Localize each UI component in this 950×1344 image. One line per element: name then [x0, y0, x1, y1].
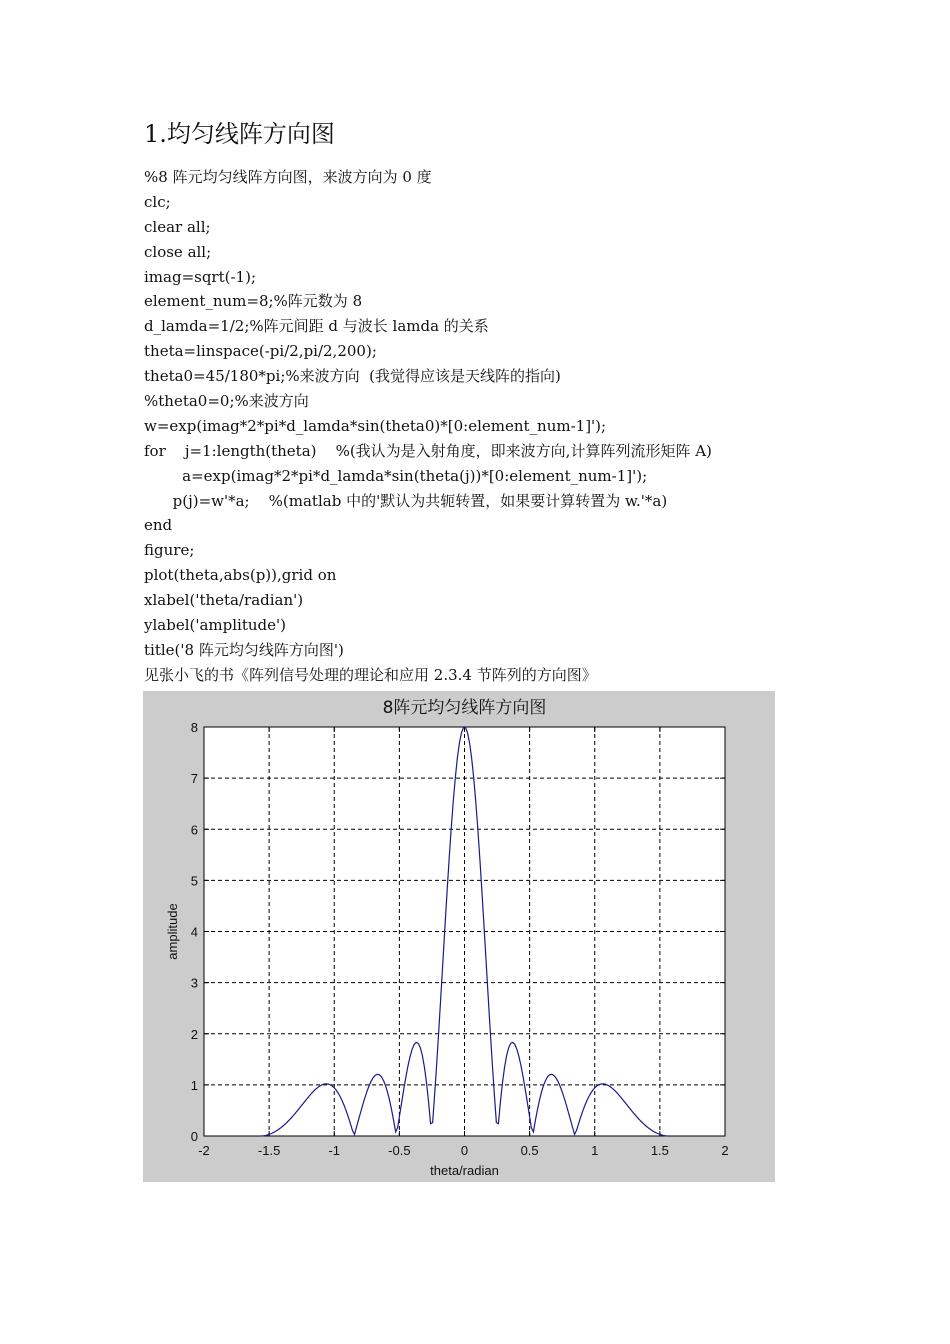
section-heading: 1.均匀线阵方向图 — [144, 120, 335, 148]
x-tick-label: -2 — [198, 1143, 210, 1158]
x-tick-label: 1 — [591, 1143, 599, 1158]
code-line: 见张小飞的书《阵列信号处理的理论和应用 2.3.4 节阵列的方向图》 — [144, 665, 597, 684]
x-tick-label: -1.5 — [257, 1143, 281, 1158]
code-line: figure; — [144, 541, 195, 560]
code-line: d_lamda=1/2;%阵元间距 d 与波长 lamda 的关系 — [144, 317, 489, 336]
x-tick-label: -1 — [328, 1143, 341, 1158]
y-tick-label: 0 — [190, 1129, 198, 1144]
x-tick-label: -0.5 — [388, 1143, 411, 1158]
x-axis-label: theta/radian — [430, 1163, 499, 1178]
code-line: %8 阵元均匀线阵方向图，来波方向为 0 度 — [144, 168, 432, 186]
code-line: theta=linspace(-pi/2,pi/2,200); — [144, 342, 377, 361]
y-tick-label: 2 — [190, 1026, 198, 1042]
x-tick-label: 0.5 — [520, 1143, 539, 1158]
code-line: p(j)=w'*a; %(matlab 中的'默认为共轭转置，如果要计算转置为 w.'*a) — [144, 491, 668, 510]
code-line: clear all; — [144, 217, 211, 236]
figure — [143, 691, 775, 1182]
code-line: %theta0=0;%来波方向 — [144, 392, 309, 411]
x-tick-label: 0 — [460, 1143, 469, 1158]
code-line: xlabel('theta/radian') — [144, 591, 304, 610]
code-line: element_num=8;%阵元数为 8 — [144, 292, 363, 311]
code-listing — [144, 165, 924, 688]
y-tick-label: 5 — [190, 873, 198, 889]
y-tick-label: 8 — [190, 720, 198, 735]
code-line: close all; — [144, 242, 212, 261]
code-line: end — [144, 516, 173, 535]
y-tick-label: 1 — [190, 1077, 198, 1093]
y-tick-label: 7 — [190, 771, 198, 787]
code-line: title('8 阵元均匀线阵方向图') — [144, 640, 344, 659]
code-line: for j=1:length(theta) %(我认为是入射角度，即来波方向,计算阵列流形矩阵 A) — [144, 441, 712, 460]
code-line: theta0=45/180*pi;%来波方向 (我觉得应该是天线阵的指向) — [144, 367, 561, 386]
y-tick-label: 3 — [190, 975, 198, 991]
code-line: w=exp(imag*2*pi*d_lamda*sin(theta0)*[0:element_num-1]'); — [144, 416, 607, 435]
code-line: clc; — [144, 192, 171, 211]
code-line: plot(theta,abs(p)),grid on — [144, 566, 337, 585]
x-tick-label: 1.5 — [650, 1143, 669, 1158]
code-line: imag=sqrt(-1); — [144, 267, 257, 286]
code-line: a=exp(imag*2*pi*d_lamda*sin(theta(j))*[0:element_num-1]'); — [144, 466, 648, 485]
y-tick-label: 4 — [190, 924, 198, 940]
code-line: ylabel('amplitude') — [144, 616, 286, 635]
chart-title: 8阵元均匀线阵方向图 — [382, 698, 547, 718]
y-tick-label: 6 — [190, 822, 198, 838]
x-tick-label: 2 — [721, 1143, 729, 1158]
line-chart — [143, 691, 775, 1182]
y-axis-label: amplitude — [165, 903, 180, 960]
